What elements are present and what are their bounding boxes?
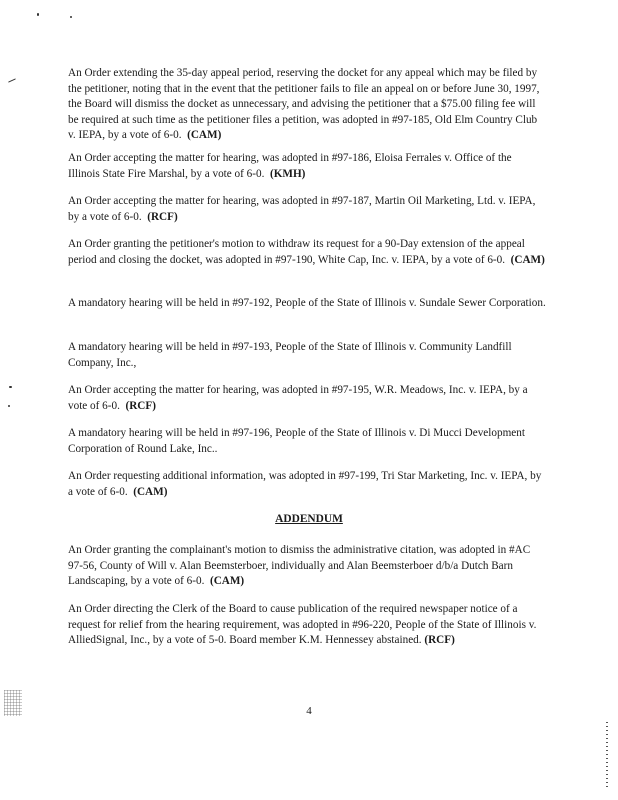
board-member-tag: (CAM) <box>187 129 222 141</box>
order-paragraph-97-199 <box>68 469 546 500</box>
addendum-paragraph-96-220 <box>68 602 546 649</box>
paragraph-text: An Order accepting the matter for hearing, was adopted in #97-187, Martin Oil Marketing, Ltd. v. IEPA, by a vote of 6-0. <box>68 195 536 223</box>
scan-speck <box>70 16 72 18</box>
board-member-tag: (CAM) <box>510 253 545 266</box>
board-member-tag: (CAM) <box>209 575 245 587</box>
order-paragraph-97-190 <box>68 237 546 268</box>
paragraph-text: A mandatory hearing will be held in #97-192, People of the State of Illinois v. Sundale Sewer Corporation. <box>68 297 546 309</box>
scan-speck <box>8 405 10 407</box>
hearing-paragraph-97-192 <box>68 296 546 312</box>
order-paragraph-97-195 <box>68 383 546 414</box>
scan-speck <box>37 13 39 16</box>
paragraph-text: An Order extending the 35-day appeal period, reserving the docket for any appeal which may be filed by the petitioner, noting that in the event that the petitioner fails to file an appeal on or before June 30, 1997, the Board will dismiss the docket as unnecessary, and advising the petitioner that a $75.00 filing fee will be required at such time as the petitioner files a petition, was adopted in #97-185, Old Elm Country Club v. IEPA, by a vote of 6-0. <box>68 67 540 141</box>
order-paragraph-97-185 <box>68 66 546 144</box>
paragraph-text: An Order granting the complainant's motion to dismiss the administrative citation, was adopted in #AC 97-56, County of Will v. Alan Beemsterboer, individually and Alan Beemsterboer d/b/a Dutch Barn Landscaping, by a vote of 6-0. <box>68 544 531 587</box>
paragraph-text: An Order directing the Clerk of the Board to cause publication of the required newspaper notice of a request for relief from the hearing requirement, was adopted in #96-220, People of the State of Illinois v. AlliedSignal, Inc., by a vote of 5-0. Board member K.M. Hennessey abstained. <box>68 603 537 646</box>
page-number: 4 <box>306 705 312 717</box>
scan-speck <box>9 386 12 388</box>
paragraph-text: A mandatory hearing will be held in #97-196, People of the State of Illinois v. Di Mucci Development Corporation of Round Lake, Inc.. <box>68 427 525 455</box>
order-paragraph-97-187 <box>68 194 546 225</box>
hearing-paragraph-97-193 <box>68 340 546 371</box>
hearing-paragraph-97-196 <box>68 426 546 457</box>
addendum-paragraph-ac-97-56 <box>68 543 546 590</box>
paragraph-text: An Order granting the petitioner's motion to withdraw its request for a 90-Day extension of the appeal period and closing the docket, was adopted in #97-190, White Cap, Inc. v. IEPA, by a vote of 6-0. <box>68 238 525 266</box>
order-paragraph-97-186 <box>68 151 546 182</box>
addendum-heading: ADDENDUM <box>275 513 343 525</box>
paragraph-text: An Order requesting additional information, was adopted in #97-199, Tri Star Marketing, Inc. v. IEPA, by a vote of 6-0. <box>68 470 542 498</box>
board-member-tag: (RCF) <box>147 210 178 223</box>
board-member-tag: (CAM) <box>133 485 168 498</box>
scan-edge-marks <box>606 722 608 790</box>
paragraph-text: An Order accepting the matter for hearing, was adopted in #97-195, W.R. Meadows, Inc. v. IEPA, by a vote of 6-0. <box>68 384 528 412</box>
scan-speck <box>8 78 16 82</box>
paragraph-text: An Order accepting the matter for hearing, was adopted in #97-186, Eloisa Ferrales v. Office of the Illinois State Fire Marshal, by a vote of 6-0. <box>68 152 512 180</box>
board-member-tag: (RCF) <box>424 634 455 646</box>
paragraph-text: A mandatory hearing will be held in #97-193, People of the State of Illinois v. Community Landfill Company, Inc., <box>68 341 512 369</box>
board-member-tag: (KMH) <box>269 167 306 180</box>
board-member-tag: (RCF) <box>125 399 156 412</box>
